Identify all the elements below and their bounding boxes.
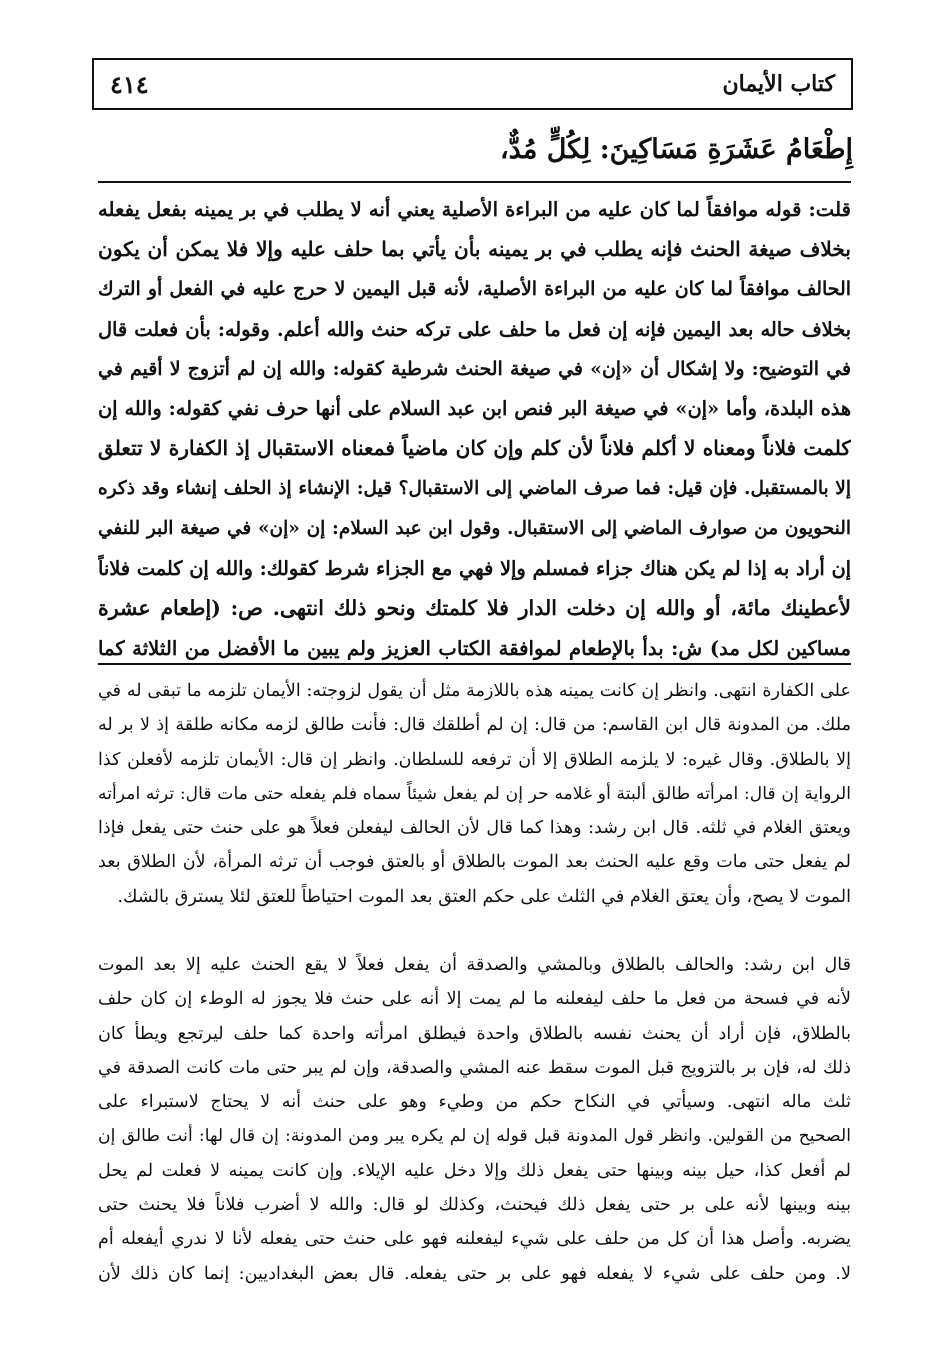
text-line: إن أراد به إذا لم يكن هناك جزاء فمسلم وإلا فهي مع الجزاء شرط كقولك: والله إن كلمت فلاناً: [98, 557, 851, 581]
text-line: لا. ومن حلف على شيء لا يفعله فهو على بر حتى يفعله. قال بعض البغداديين: إنما كان ذلك لأن: [98, 1263, 851, 1284]
text-line: بالطلاق، فإن أراد أن يحنث نفسه بالطلاق واحدة فيطلق امرأته واحدة كما حلف ليرتجع ويطأ كان: [98, 1023, 851, 1044]
text-line: الحالف موافقاً لما كان عليه من البراءة الأصلية، لأنه قبل اليمين لا حرج عليه في الفعل أو الترك: [98, 277, 851, 300]
sharh-commentary: [98, 190, 851, 669]
text-line: كلمت فلاناً ومعناه لا أكلم فلاناً لأن كلم وإن كان ماضياً فمعناه الاستقبال إذ الكفارة لا تتعلق: [98, 436, 851, 461]
page-header: [92, 58, 853, 110]
text-line: في التوضيح: ولا إشكال أن «إن» في صيغة الحنث شرطية كقوله: والله إن لم أتزوج لا أقيم في: [98, 357, 851, 380]
text-line: قلت: قوله موافقاً لما كان عليه من البراءة الأصلية يعني أنه لا يطلب في بر يمينه بفعل يفعله: [98, 198, 851, 221]
text-line: يضربه. وأصل هذا أن كل من حلف على شيء ليفعلنه فهو على حنث حتى يفعله لأنا لا ندري أيفعله أم: [98, 1229, 851, 1250]
text-line: لم يفعل حتى مات وقع عليه الحنث بعد الموت بالطلاق أو بالعتق فوجب أن ترثه المرأة، لأن الطلاق بعد: [98, 852, 851, 873]
text-line: لم أفعل كذا، حيل بينه وبينها حتى يفعل ذلك وإلا دخل عليه الإيلاء. وإن كانت يمينه لا فعلت لم يحل: [98, 1160, 851, 1181]
matn-line: إِطْعَامُ عَشَرَةِ مَسَاكِينَ: لِكُلٍّ مُدٌّ،: [499, 134, 853, 165]
hashiya-block-2: [98, 948, 851, 1291]
text-line: مساكين لكل مد) ش: بدأ بالإطعام لموافقة الكتاب العزيز ولم يبين ما الأفضل من الثلاثة كما: [98, 636, 851, 660]
divider-footnotes: [98, 663, 851, 665]
text-line: بخلاف حاله بعد اليمين فإنه إن فعل ما حلف على تركه حنث والله أعلم. وقوله: بأن فعلت قال: [98, 317, 851, 341]
divider-top: [98, 181, 851, 183]
text-line: بينه وبينها لأنه على بر حتى يفعل ذلك فيحنث، وكذلك لو قال: والله لا أضرب فلاناً فلا يحنث حتى: [98, 1195, 851, 1216]
text-line: هذه البلدة، وأما «إن» في صيغة البر فنص ابن عبد السلام على أنها حرف نفي كقوله: والله إن: [98, 397, 851, 421]
text-line: لأعطينك مائة، أو والله إن دخلت الدار فلا كلمتك ونحو ذلك انتهى. ص: (إطعام عشرة: [98, 595, 851, 620]
page-number: ٤١٤: [110, 69, 149, 99]
text-line: ذلك له، فإن بر بالتزويج قبل الموت سقط عنه المشي والصدقة، وإن لم يبر حتى مات كانت الصدقة في: [98, 1057, 851, 1078]
text-line: النحويون من صوارف الماضي إلى الاستقبال. وقول ابن عبد السلام: إن «إن» في صيغة البر للنفي: [98, 518, 851, 540]
text-line: قال ابن رشد: والحالف بالطلاق وبالمشي والصدقة أن يفعل فعلاً لا يقع الحنث عليه إلا بعد الموت: [98, 955, 851, 975]
text-line: إلا بالطلاق. وقال غيره: لا يلزمه الطلاق إلا أن ترفعه للسلطان. وانظر إن قال: الأيمان تلزمه لأفعلن كذا: [98, 749, 851, 770]
text-line: الرواية إن قال: امرأته طالق ألبتة أو غلامه حر إن لم يفعل شيئاً سماه فلم يفعله حتى مات قال: ترثه امرأته: [98, 783, 851, 804]
hashiya-block-1: [98, 674, 851, 914]
text-line: على الكفارة انتهى. وانظر إن كانت يمينه هذه باللازمة مثل أن يقول لزوجته: الأيمان تلزمه ما تبقى له في: [98, 681, 851, 701]
text-line: لأنه في فسحة من فعل ما حلف ليفعلنه ما لم يمت إلا أنه على حنث فلا يجوز له الوطء إن كان حلف: [98, 989, 851, 1010]
text-line: بخلاف صيغة الحنث فإنه يطلب في بر يمينه بأن يأتي بما حلف عليه وإلا فلا يمكن أن يكون: [98, 236, 851, 261]
text-line: الصحيح من القولين. وانظر قول المدونة قبل قوله إن لم يكره يبر ومن المدونة: إن قال لها: أنت طالق إن: [98, 1126, 851, 1147]
text-line: ملك. من المدونة قال ابن القاسم: من قال: إن لم أطلقك قال: فأنت طالق لزمه مكانه طلقة إذ لا بر له: [98, 715, 851, 736]
text-line: الموت لا يصح، وأن يعتق الغلام في الثلث على حكم العتق بعد الموت احتياطاً للعتق لئلا يسترق بالشك.: [117, 886, 851, 907]
text-line: إلا بالمستقبل. فإن قيل: فما صرف الماضي إلى الاستقبال؟ قيل: الإنشاء إذ الحلف إنشاء وقد ذكره: [98, 478, 851, 500]
book-title: كتاب الأيمان: [722, 71, 835, 97]
text-line: ثلث ماله انتهى. وسيأتي في النكاح حكم من وطيء وهو على حنث أنه لا يحتاج لاستبراء على: [98, 1092, 851, 1113]
text-line: ويعتق الغلام في ثلثه. قال ابن رشد: وهذا كما قال لأن الحالف ليفعلن فعلاً هو على حنث حتى يفعل فإذا: [98, 818, 851, 839]
